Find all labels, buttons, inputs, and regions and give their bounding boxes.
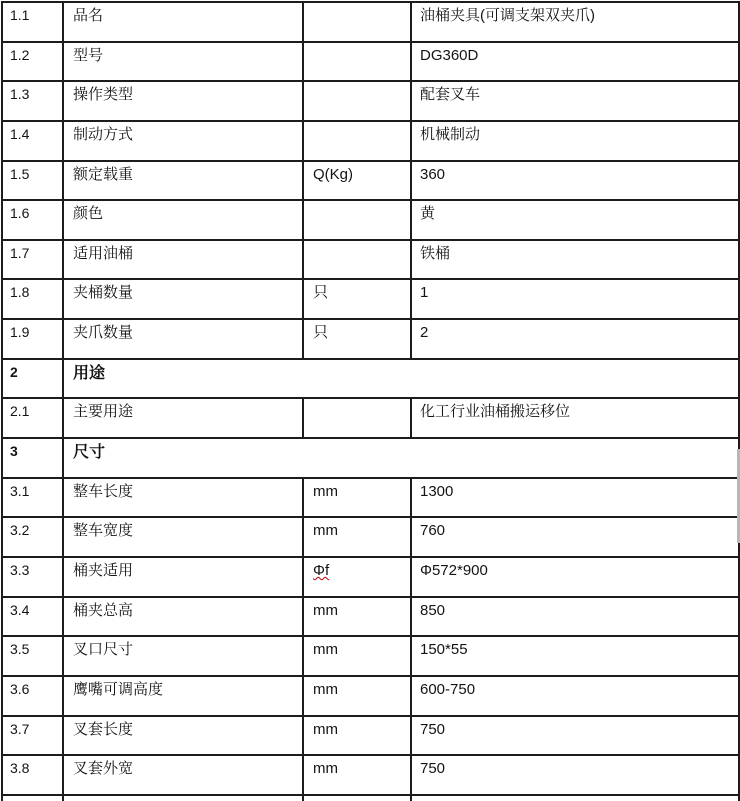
table-row <box>2 398 739 438</box>
row-number-cell: 1.1 <box>2 2 63 42</box>
row-number-cell: 1.2 <box>2 42 63 82</box>
value-cell: 850 <box>411 597 739 637</box>
unit-cell <box>303 2 411 42</box>
unit-text: mm <box>313 601 338 619</box>
value-cell: 150*55 <box>411 636 739 676</box>
row-number-cell: 1.5 <box>2 161 63 201</box>
unit-text: Q(Kg) <box>313 165 354 183</box>
value-cell: 黄 <box>411 200 739 240</box>
unit-cell <box>303 200 411 240</box>
row-number-cell: 3.1 <box>2 478 63 518</box>
table-row <box>2 597 739 637</box>
spec-label-cell: 型号 <box>63 42 303 82</box>
value-cell: 1 <box>411 279 739 319</box>
spec-label-cell: 叉套长度 <box>63 716 303 756</box>
value-cell: 2 <box>411 319 739 359</box>
spec-label-cell: 品名 <box>63 2 303 42</box>
value-cell: 750 <box>411 755 739 795</box>
spec-table-body <box>2 2 739 801</box>
row-number-cell: 3.5 <box>2 636 63 676</box>
section-row <box>2 359 739 399</box>
value-cell: 油桶夹具(可调支架双夹爪) <box>411 2 739 42</box>
row-number-cell: 1.6 <box>2 200 63 240</box>
unit-cell <box>303 121 411 161</box>
spec-label-cell: 操作类型 <box>63 81 303 121</box>
table-row <box>2 517 739 557</box>
row-number-cell: 2.1 <box>2 398 63 438</box>
row-number-cell: 1.3 <box>2 81 63 121</box>
value-cell: 机械制动 <box>411 121 739 161</box>
table-row <box>2 81 739 121</box>
section-label-cell: 尺寸 <box>63 438 739 478</box>
value-cell: Φ572*900 <box>411 557 739 597</box>
row-number-cell: 3.4 <box>2 597 63 637</box>
table-row <box>2 636 739 676</box>
table-row <box>2 240 739 280</box>
table-row <box>2 716 739 756</box>
spec-table <box>1 1 740 801</box>
partial-row-cell <box>303 795 411 801</box>
value-cell: DG360D <box>411 42 739 82</box>
table-row <box>2 200 739 240</box>
row-number-cell: 3.6 <box>2 676 63 716</box>
spec-label-cell: 制动方式 <box>63 121 303 161</box>
unit-cell <box>303 636 411 676</box>
row-number-cell: 1.4 <box>2 121 63 161</box>
unit-cell <box>303 42 411 82</box>
row-number-cell: 1.7 <box>2 240 63 280</box>
value-cell: 化工行业油桶搬运移位 <box>411 398 739 438</box>
unit-cell <box>303 716 411 756</box>
value-cell: 配套叉车 <box>411 81 739 121</box>
value-cell: 铁桶 <box>411 240 739 280</box>
section-label-cell: 用途 <box>63 359 739 399</box>
unit-cell <box>303 478 411 518</box>
unit-cell <box>303 319 411 359</box>
unit-cell <box>303 557 411 597</box>
row-number-cell: 1.8 <box>2 279 63 319</box>
table-row <box>2 121 739 161</box>
spec-label-cell: 夹桶数量 <box>63 279 303 319</box>
unit-cell <box>303 398 411 438</box>
partial-row-cell <box>411 795 739 801</box>
unit-cell <box>303 240 411 280</box>
spec-label-cell: 额定载重 <box>63 161 303 201</box>
unit-cell <box>303 676 411 716</box>
spec-label-cell: 颜色 <box>63 200 303 240</box>
value-cell: 750 <box>411 716 739 756</box>
row-number-cell: 2 <box>2 359 63 399</box>
table-row <box>2 161 739 201</box>
table-row <box>2 279 739 319</box>
unit-cell <box>303 517 411 557</box>
spec-label-cell: 夹爪数量 <box>63 319 303 359</box>
unit-text: 只 <box>313 324 329 342</box>
value-cell: 360 <box>411 161 739 201</box>
unit-cell <box>303 755 411 795</box>
table-row <box>2 557 739 597</box>
partial-row-cell <box>63 795 303 801</box>
row-number-cell: 3.3 <box>2 557 63 597</box>
unit-text: mm <box>313 482 338 500</box>
spec-label-cell: 鹰嘴可调高度 <box>63 676 303 716</box>
unit-text: 只 <box>313 284 329 302</box>
unit-cell <box>303 81 411 121</box>
value-cell: 760 <box>411 517 739 557</box>
unit-text: mm <box>313 522 338 540</box>
unit-text: mm <box>313 680 338 698</box>
section-row <box>2 438 739 478</box>
row-number-cell: 1.9 <box>2 319 63 359</box>
table-row <box>2 676 739 716</box>
spec-label-cell: 桶夹适用 <box>63 557 303 597</box>
table-row <box>2 755 739 795</box>
value-cell: 1300 <box>411 478 739 518</box>
table-row <box>2 319 739 359</box>
value-cell: 600-750 <box>411 676 739 716</box>
unit-text: mm <box>313 720 338 738</box>
unit-text-misspelled: Φf <box>313 561 330 579</box>
row-number-cell: 3 <box>2 438 63 478</box>
unit-cell <box>303 597 411 637</box>
partial-next-row <box>2 795 739 801</box>
spec-label-cell: 叉口尺寸 <box>63 636 303 676</box>
partial-row-cell <box>2 795 63 801</box>
row-number-cell: 3.8 <box>2 755 63 795</box>
table-row <box>2 478 739 518</box>
spec-label-cell: 适用油桶 <box>63 240 303 280</box>
unit-cell <box>303 279 411 319</box>
spec-label-cell: 桶夹总高 <box>63 597 303 637</box>
spec-label-cell: 整车长度 <box>63 478 303 518</box>
row-number-cell: 3.7 <box>2 716 63 756</box>
spec-label-cell: 主要用途 <box>63 398 303 438</box>
unit-text: mm <box>313 641 338 659</box>
row-number-cell: 3.2 <box>2 517 63 557</box>
table-row <box>2 42 739 82</box>
spec-label-cell: 整车宽度 <box>63 517 303 557</box>
table-row <box>2 2 739 42</box>
unit-text: mm <box>313 760 338 778</box>
unit-cell <box>303 161 411 201</box>
spec-label-cell: 叉套外宽 <box>63 755 303 795</box>
